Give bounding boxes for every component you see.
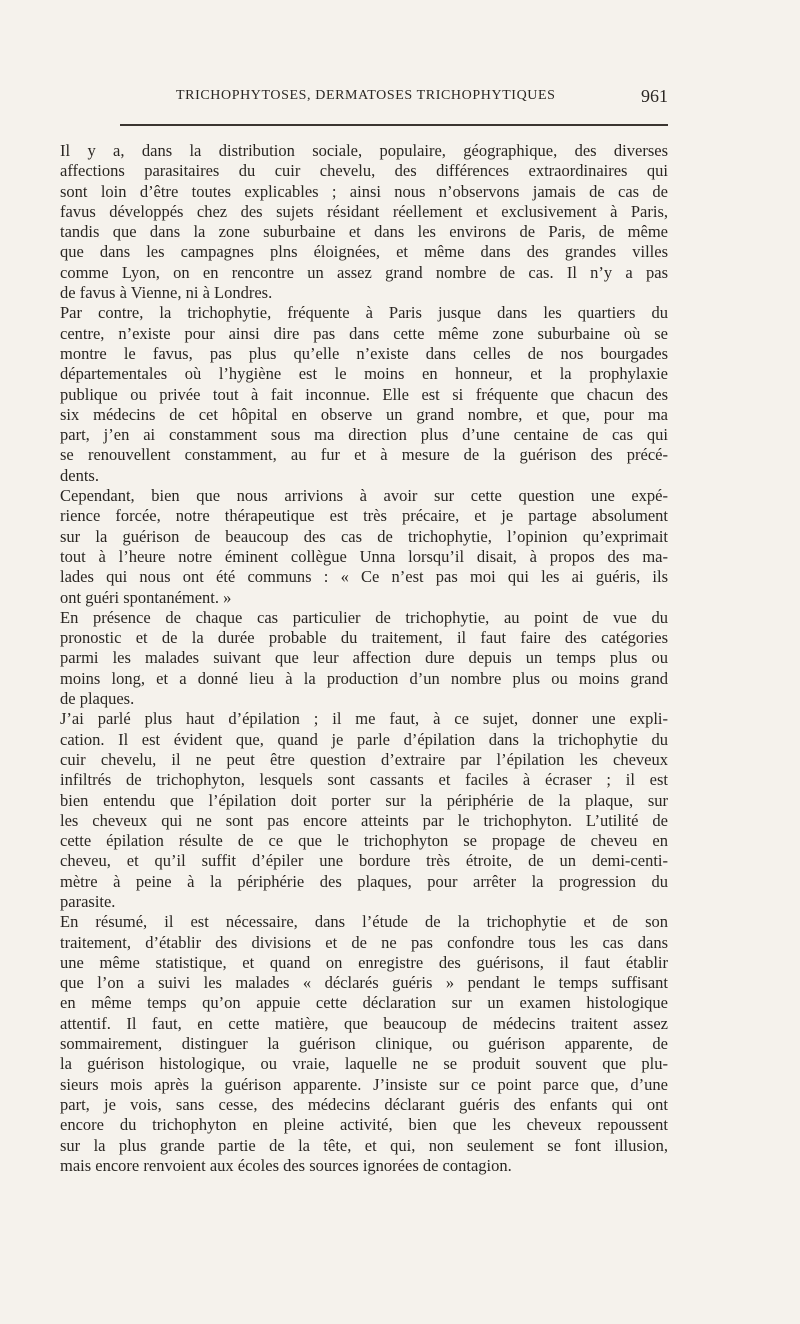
text-line: parmi les malades suivant que leur affection dure depuis un temps plus ou (60, 648, 668, 668)
text-line: Cependant, bien que nous arrivions à avoir sur cette question une expé- (60, 486, 668, 506)
text-line: ont guéri spontanément. » (60, 587, 232, 607)
text-line: sont loin d’être toutes explicables ; ainsi nous n’observons jamais de cas de (60, 181, 668, 201)
text-line: attentif. Il faut, en cette matière, que beaucoup de médecins traitent assez (60, 1013, 668, 1033)
text-line: tout à l’heure notre éminent collègue Unna lorsqu’il disait, à propos des ma- (60, 546, 668, 566)
text-line: part, je vois, sans cesse, des médecins déclarant guéris des enfants qui ont (60, 1094, 668, 1114)
text-line: que dans les campagnes plns éloignées, et même dans des grandes villes (60, 242, 668, 262)
text-line: sommairement, distinguer la guérison clinique, ou guérison apparente, de (60, 1034, 668, 1054)
text-line: montre le favus, pas plus qu’elle n’existe dans celles de nos bourgades (60, 343, 668, 363)
text-line: de favus à Vienne, ni à Londres. (60, 283, 273, 303)
text-line: la guérison histologique, ou vraie, laquelle ne se produit souvent que plu- (60, 1054, 668, 1074)
text-line: mètre à peine à la périphérie des plaques, pour arrêter la progression du (60, 871, 668, 891)
text-line: Il y a, dans la distribution sociale, populaire, géographique, des diverses (60, 141, 668, 160)
body-text (60, 141, 668, 1176)
text-line: que l’on a suivi les malades « déclarés guéris » pendant le temps suffisant (60, 973, 668, 993)
text-line: lades qui nous ont été communs : « Ce n’est pas moi qui les ai guéris, ils (60, 567, 668, 587)
text-line: moins long, et a donné lieu à la production d’un nombre plus ou moins grand (60, 668, 668, 688)
text-line: cheveu, et qu’il suffit d’épiler une bordure très étroite, de un demi-centi- (60, 851, 668, 871)
text-line: comme Lyon, on en rencontre un assez grand nombre de cas. Il n’y a pas (60, 262, 668, 282)
text-line: En présence de chaque cas particulier de trichophytie, au point de vue du (60, 607, 668, 627)
text-line: mais encore renvoient aux écoles des sources ignorées de contagion. (60, 1155, 512, 1175)
text-line: Par contre, la trichophytie, fréquente à Paris jusque dans les quartiers du (60, 303, 668, 323)
text-line: affections parasitaires du cuir chevelu, des différences extraordinaires qui (60, 161, 668, 181)
text-line: sur la guérison de beaucoup des cas de trichophytie, l’opinion qu’exprimait (60, 526, 668, 546)
text-line: une même statistique, et quand on enregistre des guérisons, il faut établir (60, 952, 668, 972)
text-line: départementales où l’hygiène est le moins en honneur, et la prophylaxie (60, 364, 668, 384)
text-line: tandis que dans la zone suburbaine et dans les environs de Paris, de même (60, 222, 668, 242)
text-line: encore du trichophyton en pleine activité, bien que les cheveux repoussent (60, 1115, 668, 1135)
text-line: publique ou privée tout à fait inconnue. Elle est si fréquente que chacun des (60, 384, 668, 404)
text-line: bien entendu que l’épilation doit porter sur la périphérie de la plaque, sur (60, 790, 668, 810)
text-line: se renouvellent constamment, au fur et à mesure de la guérison des précé- (60, 445, 668, 465)
text-line: sur la plus grande partie de la tête, et qui, non seulement se font illusion, (60, 1135, 668, 1155)
page-header (120, 88, 668, 112)
text-line: six médecins de cet hôpital en observe un grand nombre, et que, pour ma (60, 404, 668, 424)
text-line: sieurs mois après la guérison apparente. J’insiste sur ce point parce que, d’une (60, 1074, 668, 1094)
text-line: infiltrés de trichophyton, lesquels sont cassants et faciles à écraser ; il est (60, 770, 668, 790)
page-number: 961 (641, 86, 668, 106)
text-line: parasite. (60, 891, 116, 911)
text-line: en même temps qu’on appuie cette déclaration sur un examen histologique (60, 993, 668, 1013)
header-rule (120, 124, 668, 126)
text-line: rience forcée, notre thérapeutique est très précaire, et je partage absolument (60, 506, 668, 526)
text-line: part, j’en ai constamment sous ma direction plus d’une centaine de cas qui (60, 425, 668, 445)
text-line: centre, n’existe pour ainsi dire pas dans cette même zone suburbaine où se (60, 323, 668, 343)
text-line: pronostic et de la durée probable du traitement, il faut faire des catégories (60, 628, 668, 648)
text-line: de plaques. (60, 689, 135, 709)
text-line: les cheveux qui ne sont pas encore atteints par le trichophyton. L’utilité de (60, 810, 668, 830)
text-line: cuir chevelu, il ne peut être question d’extraire par l’épilation les cheveux (60, 749, 668, 769)
text-line: cette épilation résulte de ce que le trichophyton se propage de cheveu en (60, 831, 668, 851)
text-line: favus développés chez des sujets résidant réellement et exclusivement à Paris, (60, 201, 668, 221)
running-title: TRICHOPHYTOSES, DERMATOSES TRICHOPHYTIQUES (176, 88, 556, 103)
text-line: J’ai parlé plus haut d’épilation ; il me faut, à ce sujet, donner une expli- (60, 709, 668, 729)
text-line: traitement, d’établir des divisions et de ne pas confondre tous les cas dans (60, 932, 668, 952)
text-line: cation. Il est évident que, quand je parle d’épilation dans la trichophytie du (60, 729, 668, 749)
text-line: dents. (60, 465, 99, 485)
text-line: En résumé, il est nécessaire, dans l’étude de la trichophytie et de son (60, 912, 668, 932)
